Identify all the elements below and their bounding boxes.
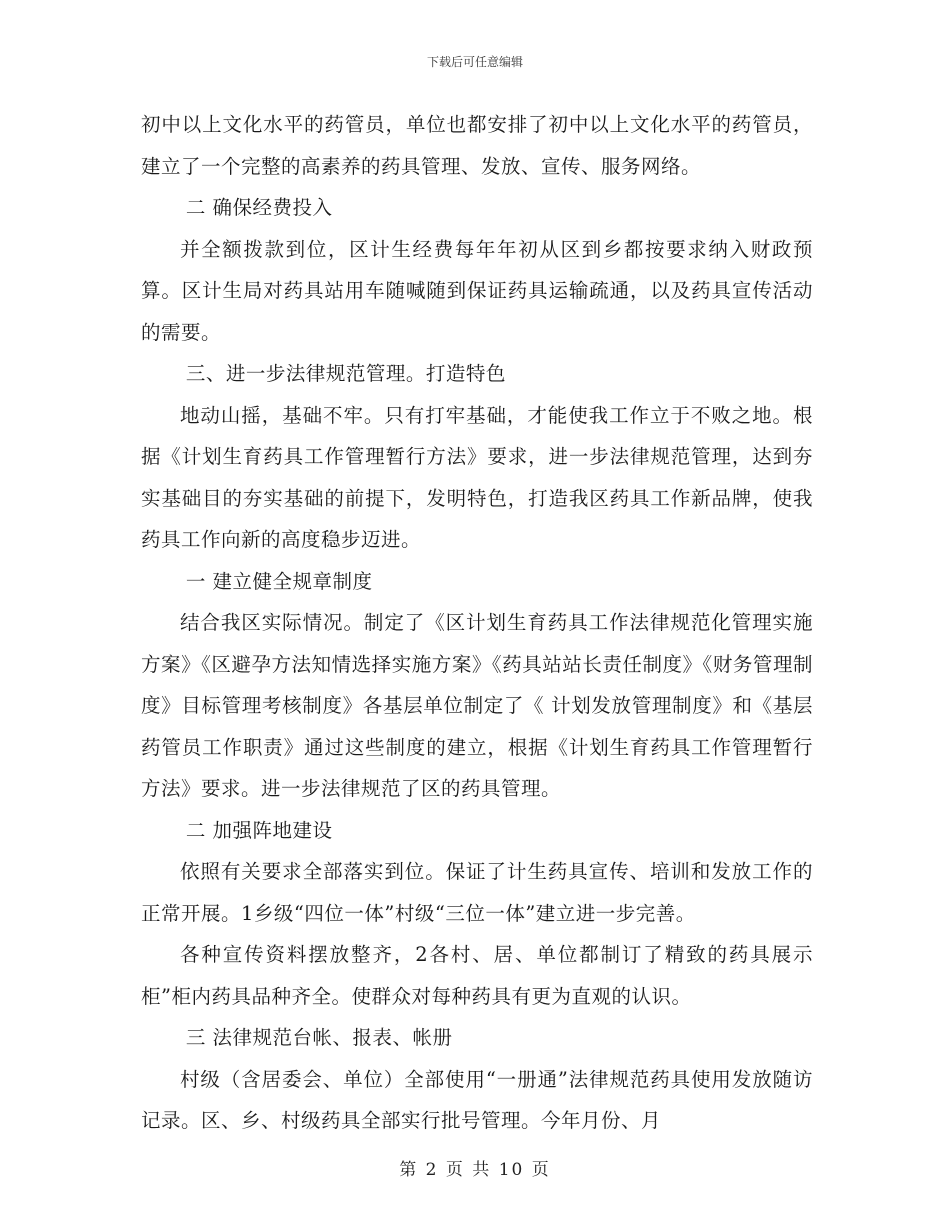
page-header: 下载后可任意编辑 xyxy=(426,55,523,69)
section-heading-records: 三 法律规范台帐、报表、帐册 xyxy=(185,1026,453,1049)
paragraph-records: 村级（含居委会、单位）全部使用“一册通”法律规范药具使用发放随访记录。区、乡、村级药具全部实行批号管理。今年月份、月 xyxy=(141,1067,813,1132)
paragraph-funding: 并全额拨款到位，区计生经费每年年初从区到乡都按要求纳入财政预算。区计生局对药具站用车随喊随到保证药具运输疏通，以及药具宣传活动的需要。 xyxy=(141,237,813,344)
paragraph-facilities: 依照有关要求全部落实到位。保证了计生药具宣传、培训和发放工作的正常开展。1乡级“四位一体”村级“三位一体”建立进一步完善。 xyxy=(141,860,813,925)
section-heading-regulation: 三、进一步法律规范管理。打造特色 xyxy=(185,362,506,385)
paragraph-regulation: 地动山摇，基础不牢。只有打牢基础，才能使我工作立于不败之地。根据《计划生育药具工作管理暂行方法》要求，进一步法律规范管理，达到夯实基础目的夯实基础的前提下，发明特色，打造我区药具工作新品牌，使我药具工作向新的高度稳步迈进。 xyxy=(141,403,813,551)
paragraph-display: 各种宣传资料摆放整齐，2各村、居、单位都制订了精致的药具展示柜”柜内药具品种齐全。使群众对每种药具有更为直观的认识。 xyxy=(141,943,813,1008)
paragraph-continuation: 初中以上文化水平的药管员，单位也都安排了初中以上文化水平的药管员，建立了一个完整的高素养的药具管理、发放、宣传、服务网络。 xyxy=(141,113,813,178)
document-body xyxy=(141,104,813,1142)
page-footer: 第 2 页 共 10 页 xyxy=(399,1160,551,1180)
section-heading-rules: 一 建立健全规章制度 xyxy=(185,569,373,593)
section-heading-funding: 二 确保经费投入 xyxy=(185,196,333,219)
paragraph-rules: 结合我区实际情况。制定了《区计划生育药具工作法律规范化管理实施方案》《区避孕方法知情选择实施方案》《药具站站长责任制度》《财务管理制度》目标管理考核制度》各基层单位制定了《 计划发放管理制度》和《基层药管员工作职责》通过这些制度的建立，根据《计划生育药具工作管理暂行方法》要求。进一步法律规范了区的药具管理。 xyxy=(141,611,813,800)
section-heading-facilities: 二 加强阵地建设 xyxy=(185,818,333,842)
